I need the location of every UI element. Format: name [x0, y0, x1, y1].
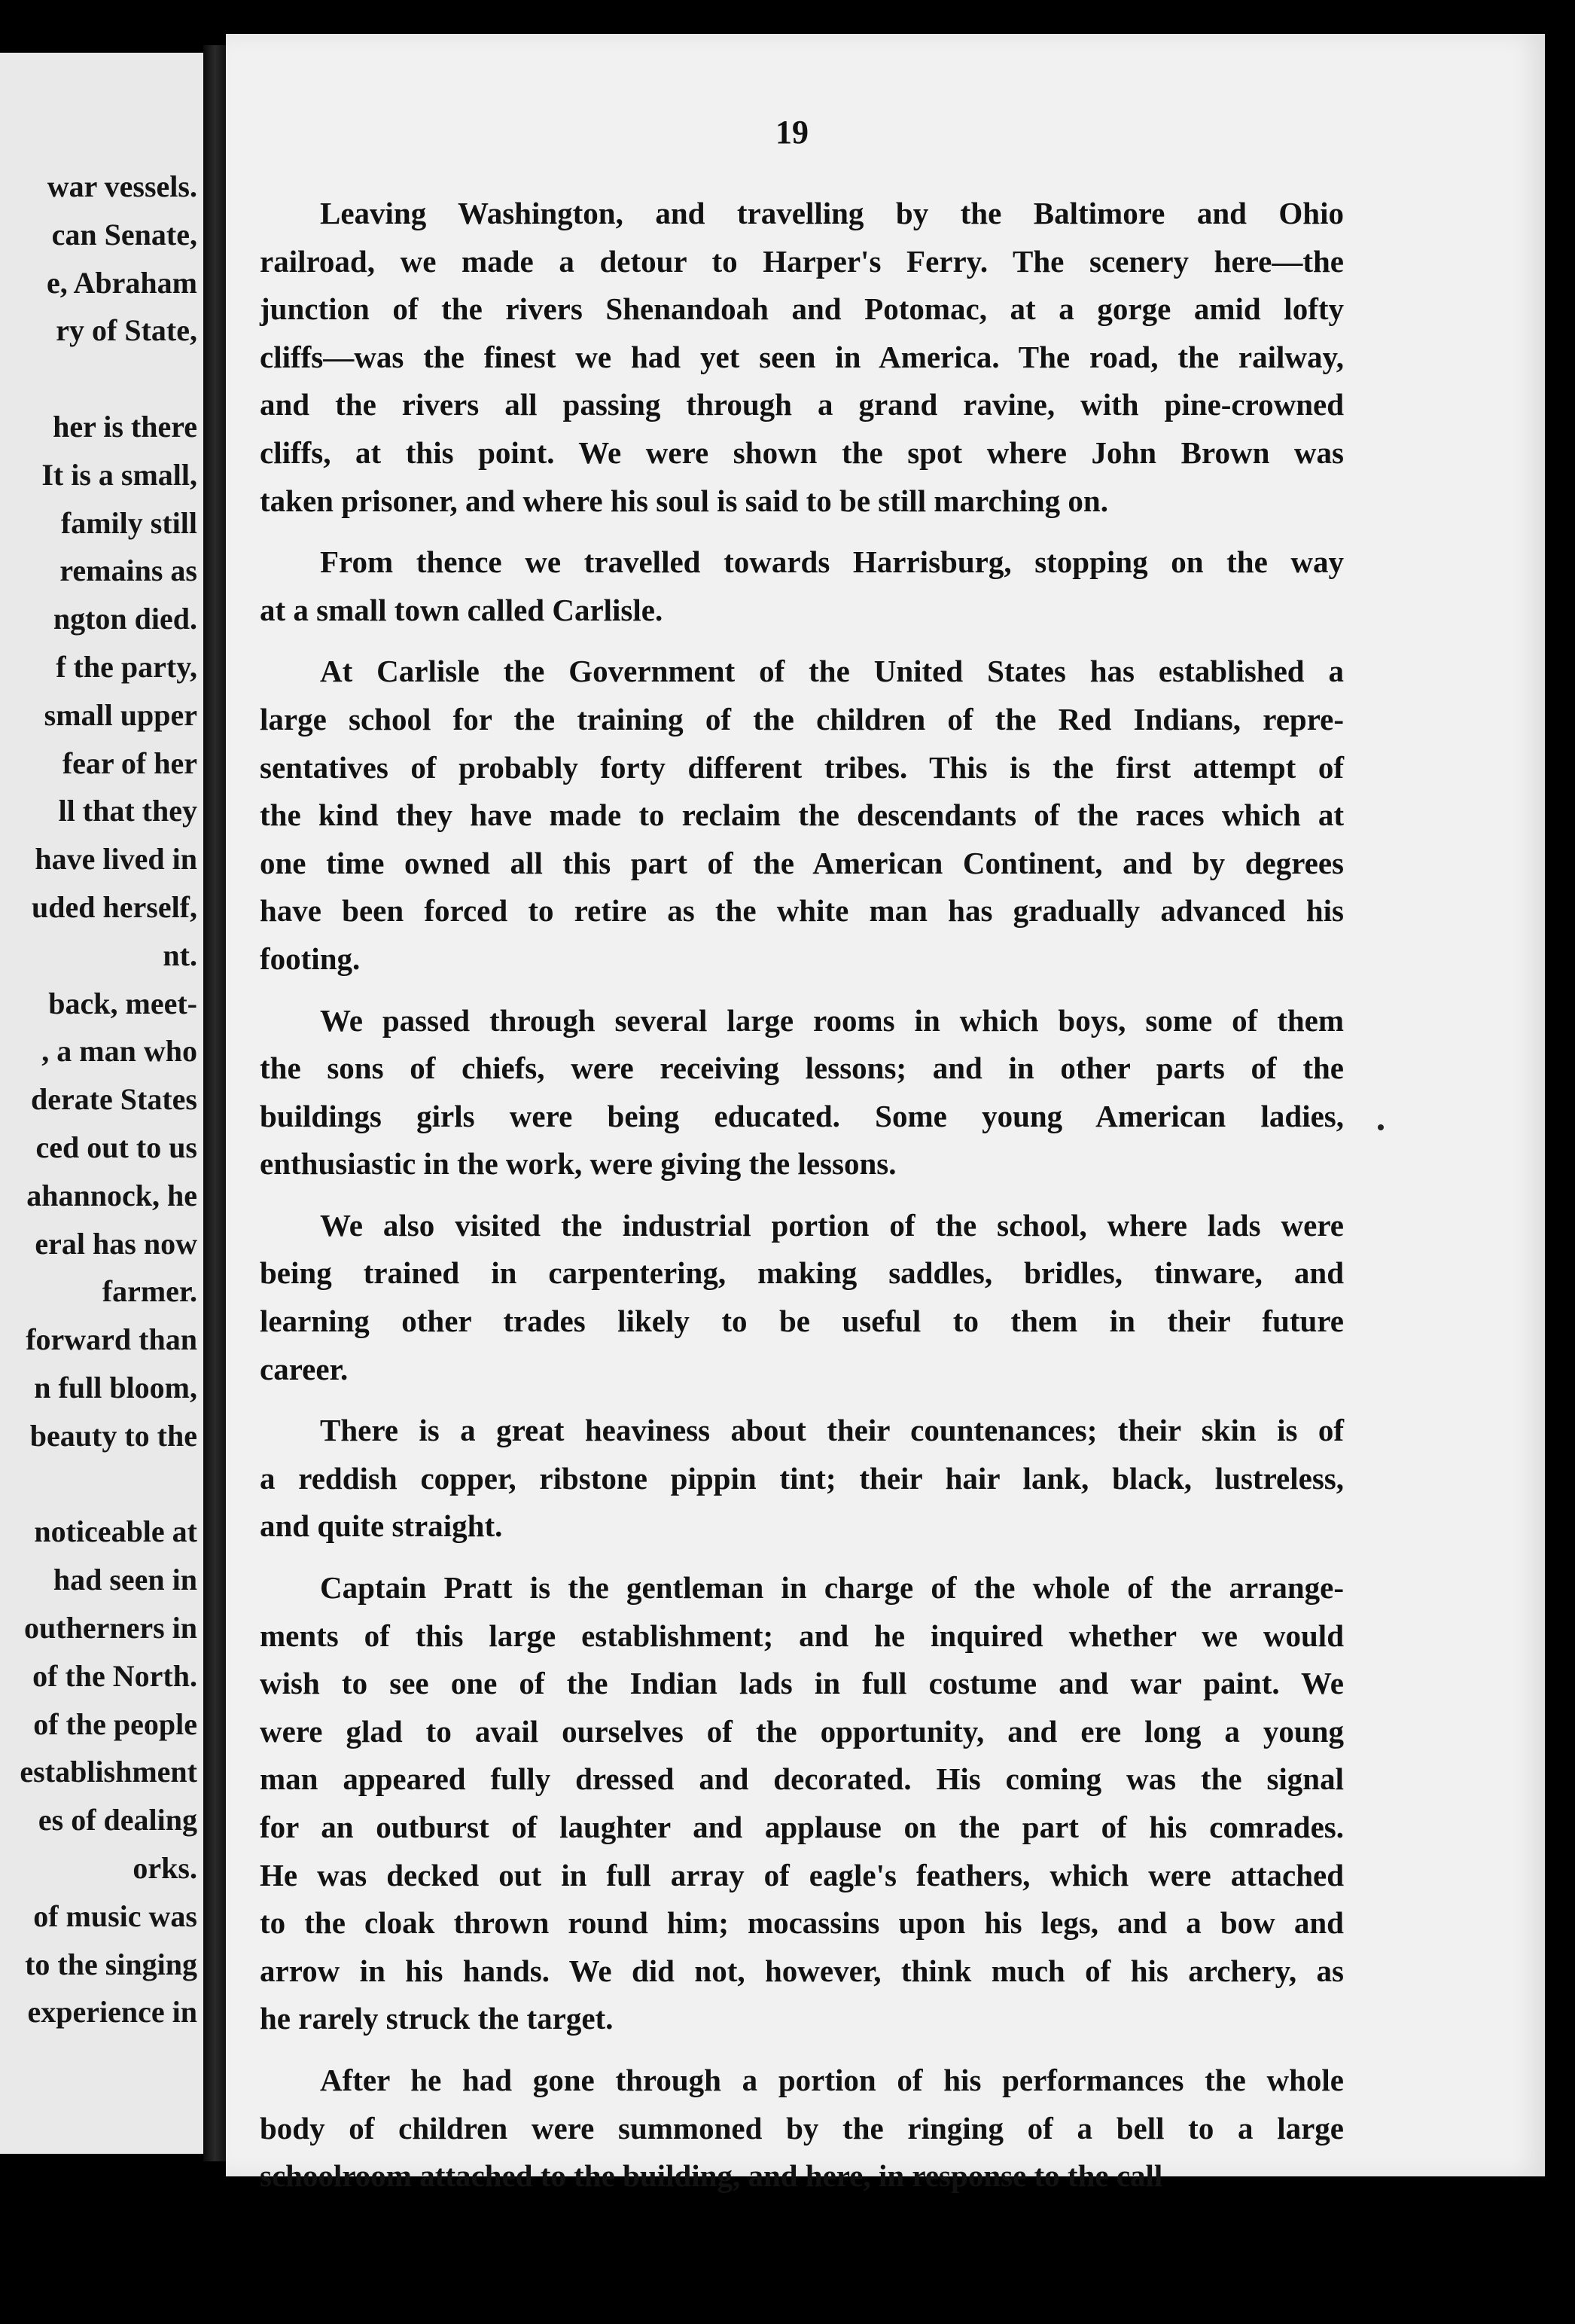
page-body-text	[260, 190, 1344, 2214]
paragraph	[260, 1564, 1344, 2043]
text-line: arrow in his hands. We did not, however, think much of his archery, as	[260, 1953, 1344, 1988]
text-line: one time owned all this part of the American Continent, and by degrees	[260, 845, 1344, 880]
previous-page-fragment	[0, 53, 203, 2154]
previous-page-line: small upper	[44, 697, 197, 732]
previous-page-line: establishment	[20, 1755, 197, 1789]
text-line: the sons of chiefs, were receiving lessons; and in other parts of the	[260, 1051, 1344, 1086]
text-line: There is a great heaviness about their countenances; their skin is of	[320, 1413, 1344, 1448]
previous-page-line: war vessels.	[47, 169, 197, 203]
previous-page-line: forward than	[26, 1322, 197, 1357]
previous-page-line: have lived in	[35, 842, 197, 877]
text-line: the kind they have made to reclaim the descendants of the races which at	[260, 798, 1344, 833]
previous-page-line: n full bloom,	[34, 1371, 197, 1404]
previous-page-line: her is there	[53, 410, 197, 444]
text-line: he rarely struck the target.	[260, 2001, 614, 2036]
paragraph	[260, 2057, 1344, 2200]
text-line: We also visited the industrial portion of the school, where lads were	[320, 1207, 1344, 1243]
text-line: being trained in carpentering, making saddles, bridles, tinware, and	[260, 1255, 1344, 1291]
previous-page-line: e, Abraham	[47, 265, 197, 300]
paragraph	[260, 538, 1344, 634]
previous-page-line: eral has now	[35, 1226, 197, 1261]
text-line: cliffs, at this point. We were shown the spot where John Brown was	[260, 435, 1344, 470]
previous-page-line: of music was	[33, 1899, 197, 1933]
previous-page-line: derate States	[30, 1082, 197, 1117]
text-line: a reddish copper, ribstone pippin tint; their hair lank, black, lustreless,	[260, 1460, 1344, 1496]
text-line: cliffs—was the finest we had yet seen in America. The road, the railway,	[260, 339, 1344, 374]
text-line: body of children were summoned by the ringing of a bell to a large	[260, 2110, 1344, 2146]
previous-page-line: ngton died.	[53, 602, 197, 636]
previous-page-line: farmer.	[102, 1274, 197, 1309]
previous-page-line: ll that they	[58, 794, 197, 828]
text-line: Captain Pratt is the gentleman in charge of the whole of the arrange-	[320, 1570, 1344, 1606]
previous-page-line: can Senate,	[51, 217, 197, 252]
text-line: Leaving Washington, and travelling by the Baltimore and Ohio	[320, 196, 1344, 230]
previous-page-line: of the North.	[32, 1658, 197, 1693]
previous-page-line: ry of State,	[56, 313, 197, 348]
previous-page-line: It is a small,	[41, 457, 197, 492]
paragraph	[260, 1407, 1344, 1551]
paragraph	[260, 1202, 1344, 1393]
text-line: buildings girls were being educated. Some young American ladies,	[260, 1098, 1344, 1133]
previous-page-line: nt.	[163, 938, 197, 972]
paragraph	[260, 997, 1344, 1188]
text-line: At Carlisle the Government of the United States has established a	[320, 654, 1344, 689]
previous-page-line: f the party,	[56, 650, 197, 684]
previous-page-line: fear of her	[62, 746, 197, 780]
page-number: 19	[775, 114, 809, 151]
previous-page-line: to the singing	[25, 1947, 197, 1981]
text-line: at a small town called Carlisle.	[260, 592, 663, 627]
text-line: have been forced to retire as the white man has gradually advanced his	[260, 893, 1344, 929]
text-line: footing.	[260, 941, 361, 976]
previous-page-line: outherners in	[24, 1611, 197, 1645]
text-line: After he had gone through a portion of his performances the whole	[320, 2062, 1344, 2097]
text-line: schoolroom attached to the building, and here, in response to the call	[260, 2158, 1163, 2194]
previous-page-line: back, meet-	[48, 986, 197, 1020]
previous-page-line: ced out to us	[35, 1130, 197, 1164]
text-line: wish to see one of the Indian lads in full costume and war paint. We	[260, 1666, 1344, 1701]
text-line: enthusiastic in the work, were giving the lessons.	[260, 1146, 897, 1182]
previous-page-line: es of dealing	[38, 1803, 197, 1838]
text-line: learning other trades likely to be useful to them in their future	[260, 1304, 1344, 1339]
book-spine-shadow	[203, 45, 229, 2161]
previous-page-line: , a man who	[41, 1034, 197, 1069]
paragraph	[260, 648, 1344, 983]
text-line: junction of the rivers Shenandoah and Potomac, at a gorge amid lofty	[260, 291, 1344, 327]
ink-speck	[1378, 1124, 1384, 1130]
previous-page-line: had seen in	[53, 1563, 197, 1597]
text-line: He was decked out in full array of eagle's feathers, which were attached	[260, 1857, 1344, 1892]
text-line: We passed through several large rooms in which boys, some of them	[320, 1002, 1344, 1038]
previous-page-line: noticeable at	[34, 1514, 197, 1549]
previous-page-line: ahannock, he	[26, 1178, 197, 1212]
text-line: large school for the training of the children of the Red Indians, repre-	[260, 701, 1344, 737]
previous-page-line: remains as	[59, 554, 197, 588]
text-line: taken prisoner, and where his soul is said to be still marching on.	[260, 483, 1108, 518]
text-line: sentatives of probably forty different tribes. This is the first attempt of	[260, 749, 1344, 785]
text-line: and quite straight.	[260, 1508, 503, 1544]
previous-page-line: orks.	[133, 1851, 197, 1885]
text-line: were glad to avail ourselves of the opportunity, and ere long a young	[260, 1713, 1344, 1749]
paragraph	[260, 190, 1344, 525]
previous-page-line: family still	[60, 505, 197, 540]
previous-page-line: uded herself,	[32, 890, 197, 924]
previous-page-line: beauty to the	[29, 1418, 197, 1453]
text-line: career.	[260, 1351, 349, 1386]
text-line: man appeared fully dressed and decorated. His coming was the signal	[260, 1761, 1344, 1797]
text-line: ments of this large establishment; and he inquired whether we would	[260, 1618, 1344, 1653]
previous-page-line: experience in	[27, 1995, 197, 2030]
text-line: From thence we travelled towards Harrisburg, stopping on the way	[320, 544, 1344, 580]
text-line: to the cloak thrown round him; mocassins upon his legs, and a bow and	[260, 1905, 1344, 1941]
text-line: and the rivers all passing through a grand ravine, with pine-crowned	[260, 387, 1344, 422]
previous-page-line: of the people	[33, 1706, 197, 1741]
text-line: for an outburst of laughter and applause on the part of his comrades.	[260, 1810, 1344, 1844]
text-line: railroad, we made a detour to Harper's Ferry. The scenery here—the	[260, 243, 1344, 279]
